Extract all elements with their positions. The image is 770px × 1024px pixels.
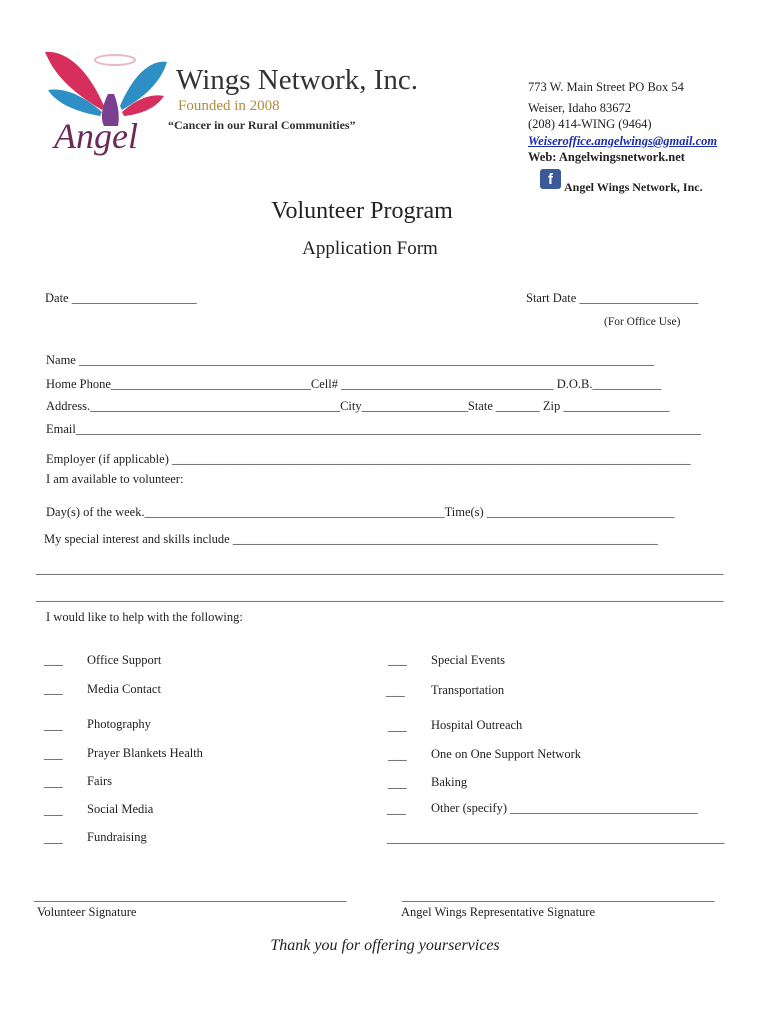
option-fairs: Fairs — [87, 774, 112, 788]
page-title: Volunteer Program — [271, 198, 453, 224]
option-baking: Baking — [431, 775, 468, 789]
option-photography: Photography — [87, 717, 151, 731]
name-field[interactable]: Name ____________________________________________________________________________________________ — [46, 353, 654, 367]
thank-you-note: Thank you for offering yourservices — [270, 937, 500, 954]
checkbox-media-contact[interactable]: ___ — [44, 682, 63, 696]
interests-field[interactable]: My special interest and skills include ____________________________________________________________________ — [44, 532, 658, 546]
address-line-1: 773 W. Main Street PO Box 54 — [528, 80, 684, 94]
checkbox-fundraising[interactable]: ___ — [44, 831, 63, 845]
checkbox-photography[interactable]: ___ — [44, 718, 63, 732]
other-continuation-line[interactable]: ______________________________________________________ — [387, 831, 725, 845]
start-date-field[interactable]: Start Date ___________________ — [526, 291, 699, 305]
email-link[interactable]: Weiseroffice.angelwings@gmail.com — [528, 134, 718, 148]
address-line-2: Weiser, Idaho 83672 — [528, 101, 631, 115]
employer-field[interactable]: Employer (if applicable) ___________________________________________________________________________________ — [46, 452, 691, 466]
option-social-media: Social Media — [87, 802, 154, 816]
checkbox-hospital-outreach[interactable]: ___ — [388, 719, 407, 733]
option-media-contact: Media Contact — [87, 682, 161, 696]
blank-line-1[interactable]: ______________________________________________________________________________________________________________ — [36, 562, 724, 576]
checkbox-other[interactable]: ___ — [387, 802, 406, 816]
org-name: Wings Network, Inc. — [176, 64, 419, 96]
volunteer-signature-label: Volunteer Signature — [37, 905, 137, 919]
checkbox-prayer-blankets[interactable]: ___ — [44, 747, 63, 761]
founded-text: Founded in 2008 — [178, 98, 280, 114]
volunteer-signature-line[interactable]: __________________________________________________ — [34, 889, 347, 903]
page-subtitle: Application Form — [302, 238, 438, 259]
checkbox-support-network[interactable]: ___ — [388, 748, 407, 762]
option-office-support: Office Support — [87, 653, 162, 667]
checkbox-fairs[interactable]: ___ — [44, 775, 63, 789]
checkbox-social-media[interactable]: ___ — [44, 803, 63, 817]
angel-wings-logo — [42, 46, 172, 156]
website: Web: Angelwingsnetwork.net — [528, 150, 685, 164]
option-other[interactable]: Other (specify) ______________________________ — [431, 801, 698, 815]
option-support-network: One on One Support Network — [431, 747, 581, 761]
date-field[interactable]: Date ____________________ — [45, 291, 197, 305]
option-transportation: Transportation — [431, 683, 505, 697]
option-special-events: Special Events — [431, 653, 505, 667]
rep-signature-line[interactable]: __________________________________________________ — [402, 889, 715, 903]
email-field[interactable]: Email____________________________________________________________________________________________________ — [46, 422, 701, 436]
tagline: “Cancer in our Rural Communities” — [168, 118, 356, 132]
help-label: I would like to help with the following: — [46, 610, 243, 624]
checkbox-baking[interactable]: ___ — [388, 776, 407, 790]
office-use-note: (For Office Use) — [604, 316, 681, 328]
phone-field[interactable]: Home Phone________________________________Cell# __________________________________ D.O.B.___________ — [46, 377, 662, 391]
address-field[interactable]: Address.________________________________________City_________________State _______ Zip _________________ — [46, 399, 670, 413]
days-time-field[interactable]: Day(s) of the week.________________________________________________Time(s) ______________________________ — [46, 505, 675, 519]
available-label: I am available to volunteer: — [46, 472, 184, 486]
checkbox-transportation[interactable]: ___ — [386, 684, 405, 698]
checkbox-office-support[interactable]: ___ — [44, 653, 63, 667]
option-prayer-blankets: Prayer Blankets Health — [87, 746, 203, 760]
blank-line-2[interactable]: ______________________________________________________________________________________________________________ — [36, 589, 724, 603]
facebook-icon[interactable]: f — [540, 169, 561, 189]
option-hospital-outreach: Hospital Outreach — [431, 718, 523, 732]
facebook-label: Angel Wings Network, Inc. — [564, 180, 703, 194]
option-fundraising: Fundraising — [87, 830, 147, 844]
checkbox-special-events[interactable]: ___ — [388, 653, 407, 667]
phone-number: (208) 414-WING (9464) — [528, 117, 652, 131]
logo-text: Angel — [54, 116, 138, 156]
rep-signature-label: Angel Wings Representative Signature — [401, 905, 596, 919]
